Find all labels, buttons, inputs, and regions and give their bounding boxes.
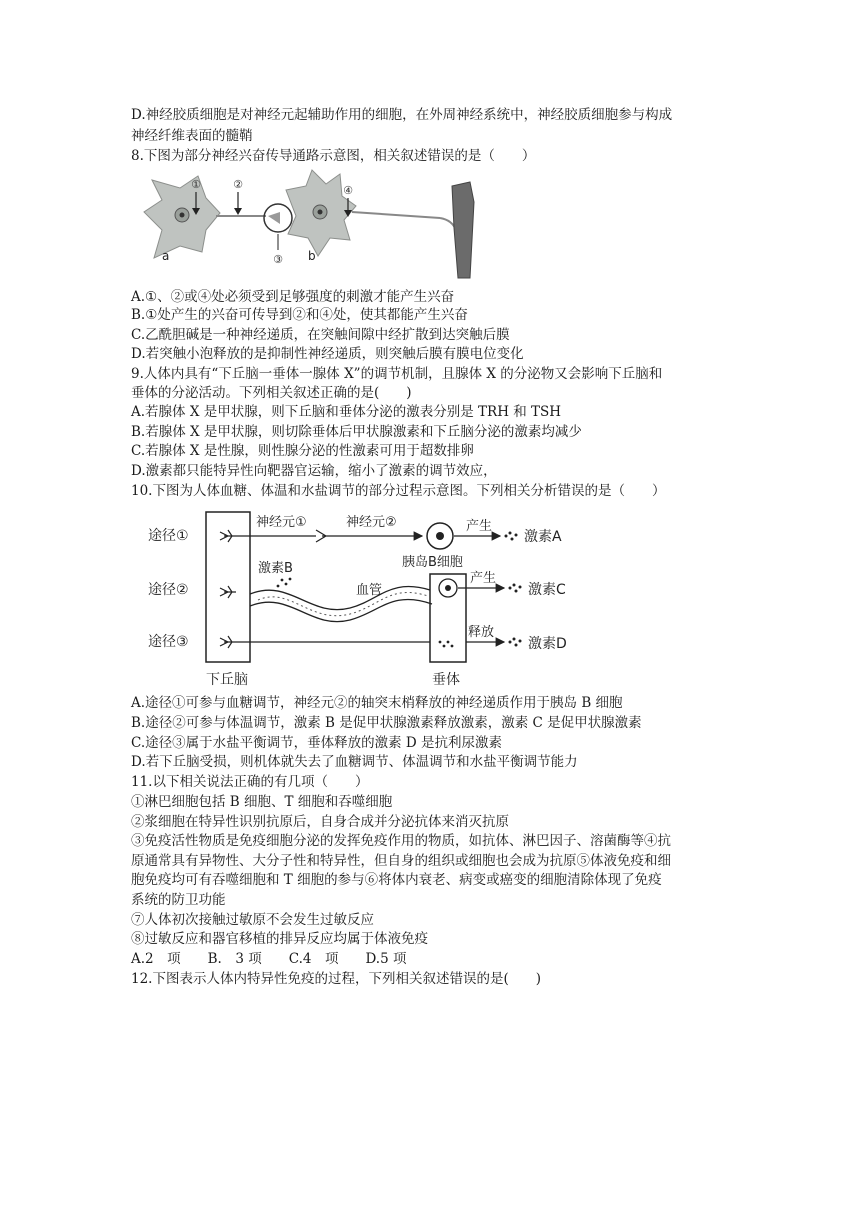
q12-stem: 12.下图表示人体内特异性免疫的过程，下列相关叙述错误的是( ): [131, 971, 542, 987]
q10-option-c: C.途径③属于水盐平衡调节，垂体释放的激素 D 是抗利尿激素: [131, 735, 503, 751]
hormone-c-dots: [509, 584, 522, 593]
neuron-pathway-figure: [140, 168, 500, 280]
q9-stem-line2: 垂体的分泌活动。下列相关叙述正确的是( ): [131, 385, 412, 401]
q9-option-c: C.若腺体 X 是性腺，则性腺分泌的性激素可用于超数排卵: [131, 443, 474, 459]
q9-stem-line1: 9.人体内具有“下丘脑一垂体一腺体 X”的调节机制，且腺体 X 的分泌物又会影响下丘脑和: [131, 366, 663, 382]
mark-1: ①: [191, 178, 201, 191]
q9-option-a: A.若腺体 X 是甲状腺，则下丘脑和垂体分泌的激表分别是 TRH 和 TSH: [131, 404, 562, 420]
vessel-bottom: [250, 599, 432, 621]
q11-line-8: ⑧过敏反应和器官移植的排异反应均属于体液免疫: [131, 931, 428, 947]
neuron-2-label: 神经元②: [346, 515, 397, 530]
q11-line-2: ②浆细胞在特异性识别抗原后，自身合成并分泌抗体来消灭抗原: [131, 814, 509, 830]
q8-option-d: D.若突触小泡释放的是抑制性神经递质，则突触后膜有膜电位变化: [131, 346, 524, 362]
label-a: a: [162, 249, 170, 263]
q11-line-3: ③免疫活性物质是免疫细胞分泌的发挥免疫作用的物质，如抗体、淋巴因子、溶菌酶等④抗: [131, 833, 671, 849]
q11-line-4: 原通常具有异物性、大分子性和特异性，但自身的组织或细胞也会成为抗原⑤体液免疫和细: [131, 853, 671, 869]
hypothalamus-neurons: [220, 530, 236, 648]
q11-line-7: ⑦人体初次接触过敏原不会发生过敏反应: [131, 912, 374, 928]
q9-option-b: B.若腺体 X 是甲状腺，则切除垂体后甲状腺激素和下丘脑分泌的激素均减少: [131, 424, 582, 440]
q10-option-b: B.途径②可参与体温调节，激素 B 是促甲状腺激素释放激素，激素 C 是促甲状腺激素: [131, 715, 642, 731]
axon-b: [352, 212, 440, 218]
hormone-a-label: 激素A: [524, 529, 562, 545]
q7-option-d-line1: D.神经胶质细胞是对神经元起辅助作用的细胞，在外周神经系统中，神经胶质细胞参与构成: [131, 107, 673, 123]
regulation-pathway-figure: [140, 508, 600, 690]
vessel-top: [250, 586, 430, 609]
hormone-d-label: 激素D: [528, 636, 567, 652]
q8-stem: 8.下图为部分神经兴奋传导通路示意图，相关叙述错误的是（ ）: [131, 148, 536, 164]
release-label: 释放: [468, 625, 495, 640]
hormone-d-dots: [509, 638, 522, 647]
q8-option-a: A.①、②或④处必须受到足够强度的刺激才能产生兴奋: [131, 289, 455, 305]
q10-stem: 10.下图为人体血糖、体温和水盐调节的部分过程示意图。下列相关分析错误的是（ ）: [131, 483, 666, 499]
hormone-b-dots: [277, 578, 292, 588]
path-2-label: 途径②: [148, 582, 189, 598]
q11-line-6: 系统的防卫功能: [131, 892, 226, 908]
mark-3: ③: [273, 253, 283, 266]
vessel-label: 血管: [356, 583, 383, 598]
path-3-label: 途径③: [148, 634, 189, 650]
q11-line-1: ①淋巴细胞包括 B 细胞、T 细胞和吞噬细胞: [131, 794, 393, 810]
mark-2: ②: [233, 178, 243, 191]
path-1-label: 途径①: [148, 528, 189, 544]
hypothalamus-label: 下丘脑: [206, 672, 248, 688]
q8-option-b: B.①处产生的兴奋可传导到②和④处，使其都能产生兴奋: [131, 307, 468, 323]
islet-b-cell-label: 胰岛B细胞: [402, 555, 463, 570]
q7-option-d-line2: 神经纤维表面的髓鞘: [131, 128, 253, 144]
q11-answer-options: A.2 项 B. 3 项 C.4 项 D.5 项: [131, 951, 407, 967]
q8-option-c: C.乙酰胆碱是一种神经递质，在突触间隙中经扩散到达突触后膜: [131, 327, 510, 343]
q9-option-d: D.激素都只能特异性向靶器官运输，缩小了激素的调节效应，: [131, 463, 497, 479]
neuron-1-label: 神经元①: [256, 515, 307, 530]
mark-4: ④: [343, 184, 353, 197]
label-b: b: [308, 249, 316, 263]
q10-option-d: D.若下丘脑受损，则机体就失去了血糖调节、体温调节和水盐平衡调节能力: [131, 754, 578, 770]
produce-1-label: 产生: [466, 519, 493, 534]
pituitary-label: 垂体: [432, 672, 460, 688]
hormone-a-dots: [505, 532, 518, 541]
muscle-fiber: [452, 182, 474, 278]
q11-stem: 11.以下相关说法正确的有几项（ ）: [131, 774, 369, 790]
produce-2-label: 产生: [470, 571, 497, 586]
hormone-c-label: 激素C: [528, 582, 566, 598]
hormone-b-label: 激素B: [258, 561, 293, 576]
q11-line-5: 胞免疫均可有吞噬细胞和 T 细胞的参与⑥将体内衰老、病变或癌变的细胞清除体现了免疫: [131, 872, 662, 888]
q10-option-a: A.途径①可参与血糖调节，神经元②的轴突末梢释放的神经递质作用于胰岛 B 细胞: [131, 695, 623, 711]
